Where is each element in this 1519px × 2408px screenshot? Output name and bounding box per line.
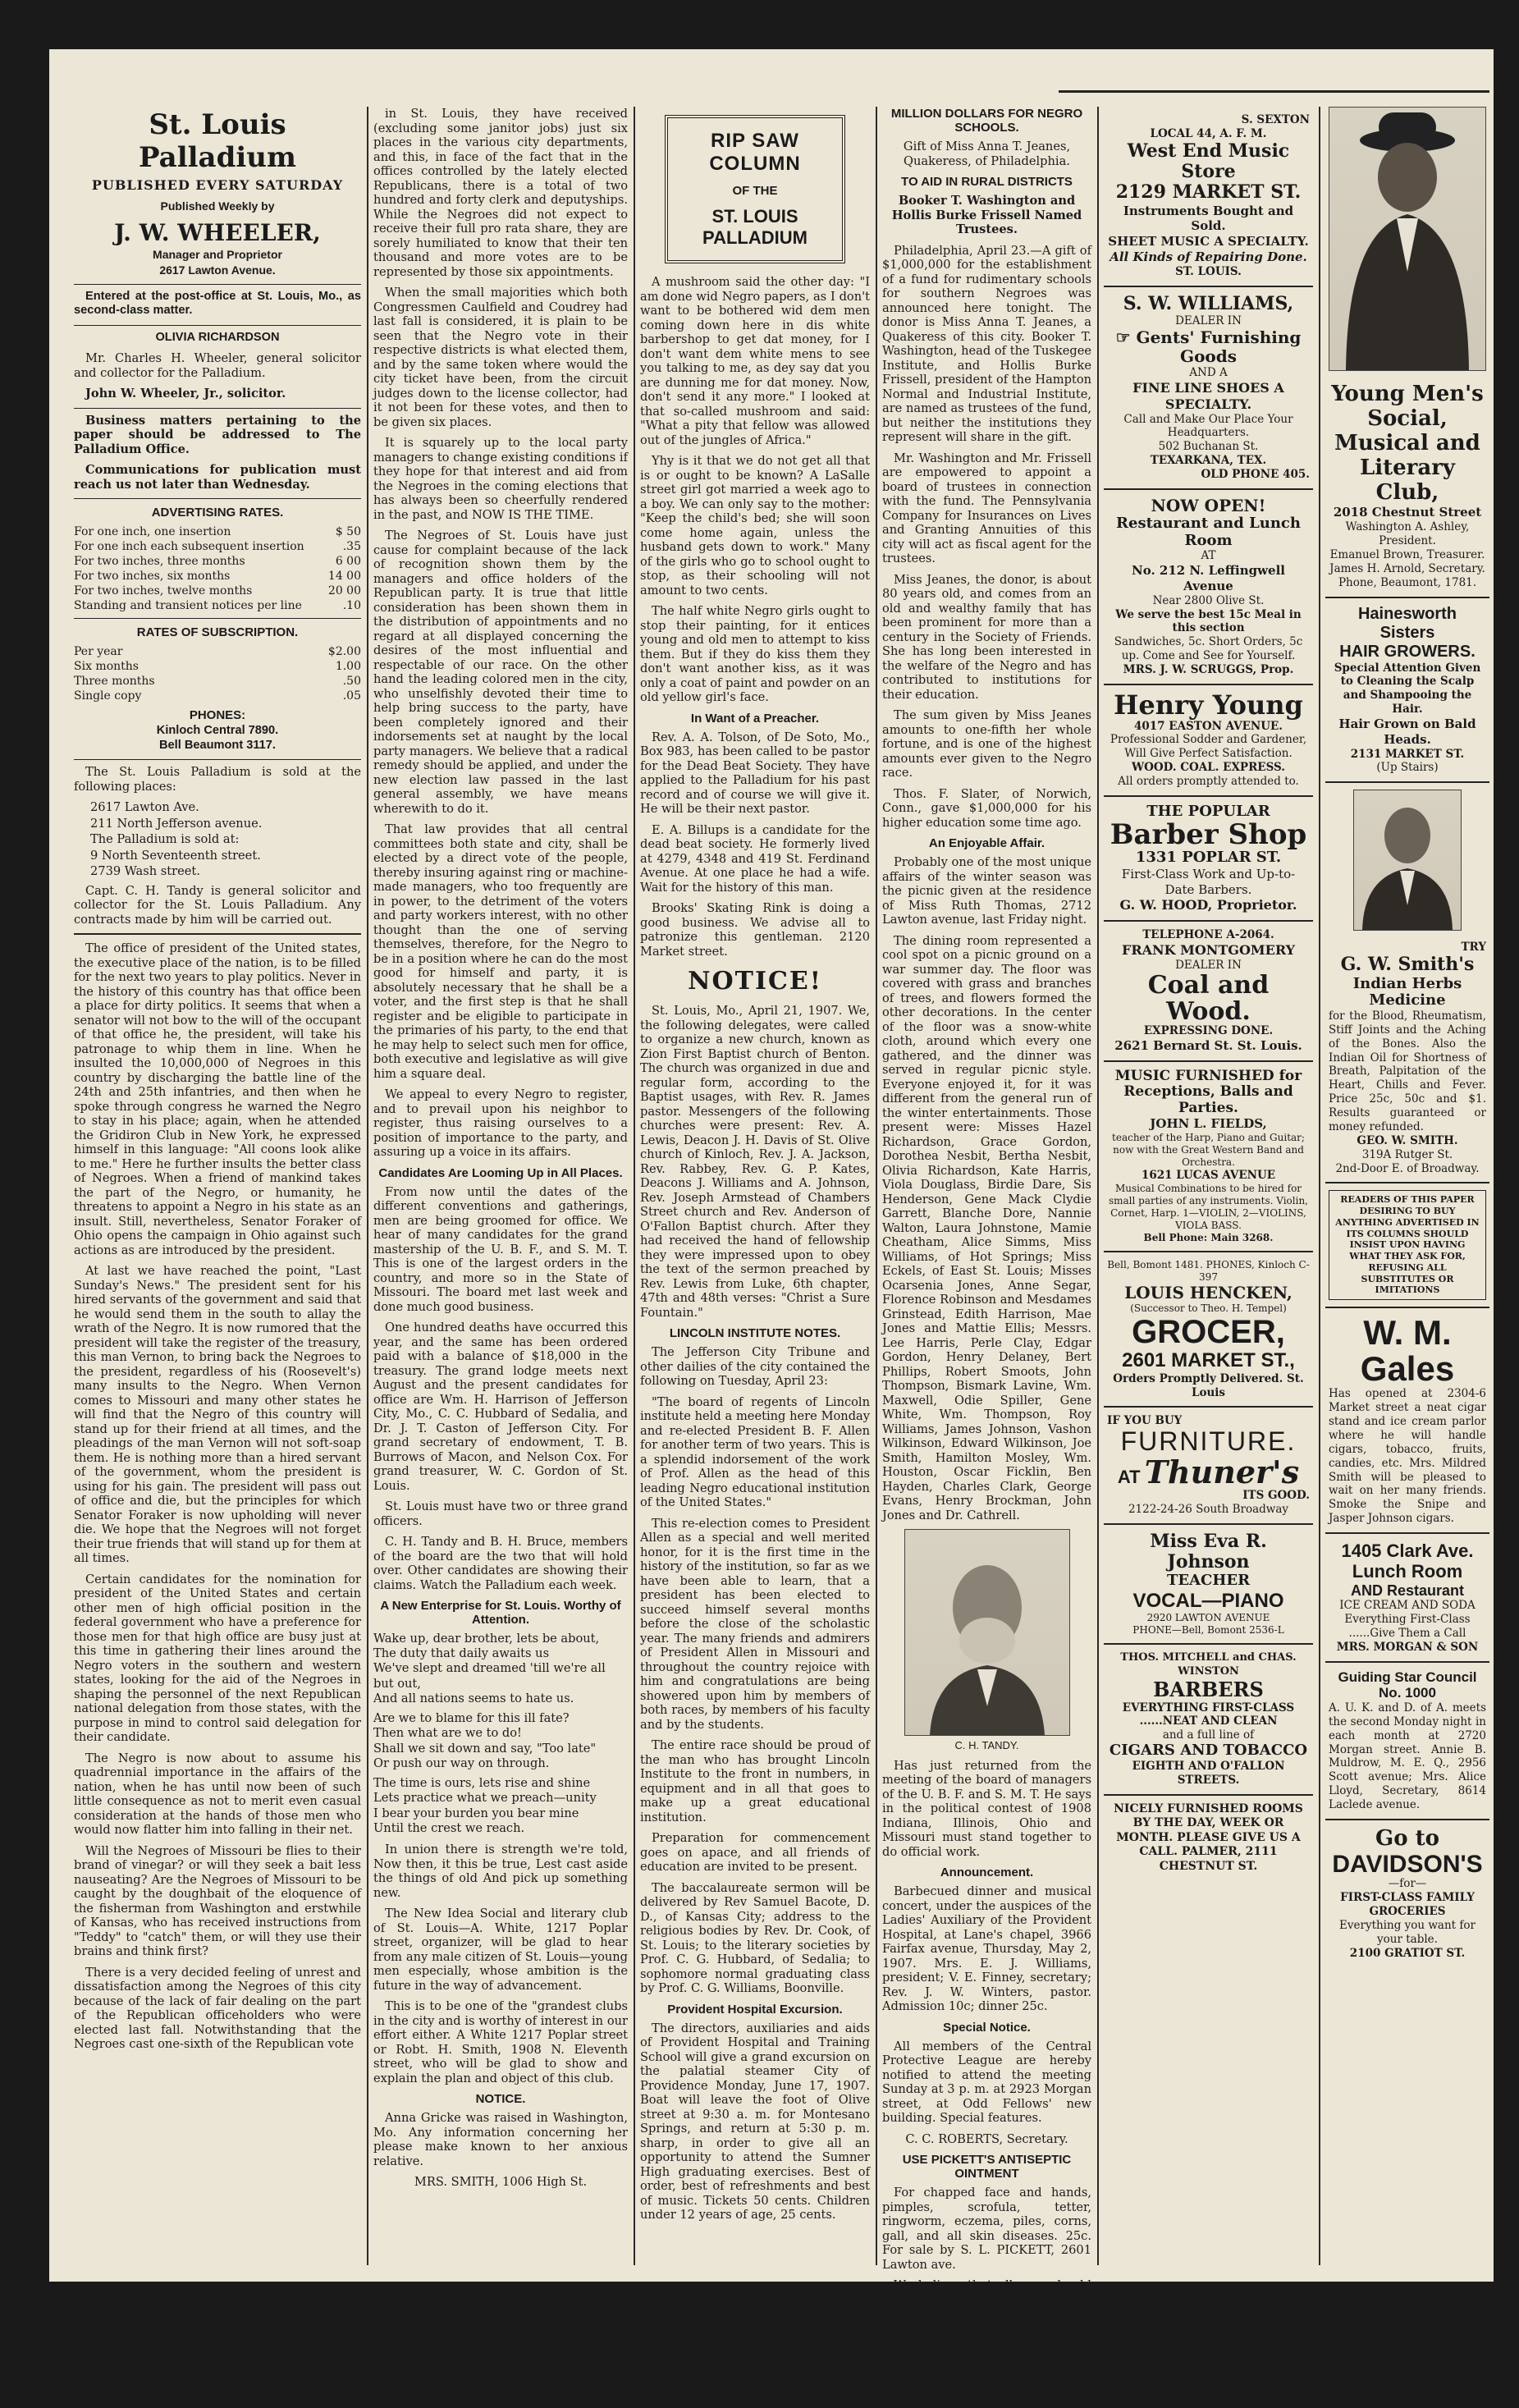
banner-line: OF THE (732, 184, 778, 198)
ad-text: GEO. W. SMITH. (1357, 1133, 1458, 1147)
article-paragraph: At last we have reached the point, "Last Sunday's News." The president sent for his hired servants of the government and said that he would send them in the south to allay the wrath of the Negro. It is now rumored that the president will take the register of the treasury, this man Vernon, to bring back the Negroes to the president, regardless of his (Roosevelt's) many insults to the Negro. When Vernon comes to Missouri and many other states he will find that the Negro of this country will stand up for their friend at all times, and the pleadings of the man Vernon will not soft-soap them. He is nothing more than a hired servant of the government, whom the president is using for his gain. The president will pass out of office and die, but the principles for which Senator Foraker is now upholding will never die. We hope that the Negroes will not forget their true friends that will stand up for them at all times. (74, 1264, 361, 1566)
article-paragraph: We appeal to every Negro to register, and to prevail upon his neighbor to register, thus raising ourselves to a position of importance to the party, and assuring up a voice in its affairs. (373, 1087, 628, 1159)
ad-text: CIGARS AND TOBACCO (1109, 1742, 1308, 1760)
column-rule (1097, 107, 1099, 2265)
divider (74, 408, 361, 409)
ad-text: (Up Stairs) (1376, 761, 1439, 775)
ad-text: Everything you want for your table. (1339, 1918, 1476, 1946)
table-row: For two inches, twelve months 20 00 (74, 584, 361, 598)
table-row: Standing and transient notices per line .10 (74, 599, 361, 613)
article-paragraph: A mushroom said the other day: "I am done wid Negro papers, as I don't want to be bothered wid dem men coming down here in dis white barbershop to get dat money, for I don't want dem white mens to see you talking to me, as dey say dat you are dunning me for dat money. Now, don't send it any more." I looked at that so-called mushroom and said: "What a pity that fellow was allowed out of the jungles of Africa." (640, 275, 870, 447)
article-paragraph: For chapped face and hands, pimples, scrofula, tetter, ringworm, eczema, piles, corns, gall, and all skin diseases. 25c. For sale by S. L. PICKETT, 2601 Lawton ave. (882, 2186, 1091, 2272)
headline: MILLION DOLLARS FOR NEGRO SCHOOLS. (890, 107, 1083, 135)
section-heading: A New Enterprise for St. Louis. Worthy of Attention. (380, 1599, 621, 1627)
ad-text: 2621 Bernard St. St. Louis. (1114, 1038, 1302, 1054)
ad-title: DAVIDSON'S (1332, 1850, 1483, 1878)
ad-title (1107, 328, 1310, 366)
ad-title: BARBERS (1153, 1677, 1264, 1701)
ad-text: 4017 EASTON AVENUE. (1134, 719, 1283, 733)
portrait-caption: C. H. TANDY. (954, 1739, 1019, 1751)
poem-line: Are we to blame for this ill fate? (373, 1711, 570, 1726)
ad-text: Sandwiches, 5c. Short Orders, 5c up. Come and See for Yourself. (1114, 635, 1303, 663)
communications-notice: Communications for publication must reach us not later than Wednesday. (74, 463, 361, 492)
article-paragraph: This is to be one of the "grandest clubs in the city and is worthy of interest in our effort either. A White 1217 Poplar street or Robt. H. Smith, 1908 N. Eleventh street, who will be glad to show and explain the plan and object of this club. (373, 1999, 628, 2085)
table-row: For one inch, one insertion $ 50 (74, 525, 361, 539)
article-paragraph: Certain candidates for the nomination for president of the United States and certain other men of high official position in the federal government who have a preference for those men for that high office are busy just at this time in gathering their lines around the Negro voters in the southern and western states, looking for the aid of the Negroes in shaping the personnel of the next Republican national delegation from those states, with the purpose in mind to control said delegation for their candidate. (74, 1572, 361, 1745)
section-heading: An Enjoyable Affair. (928, 836, 1045, 850)
ad-title: West End Music Store (1127, 140, 1290, 183)
divider (74, 498, 361, 499)
poem-line: Lets practice what we preach—unity (373, 1791, 597, 1806)
ad-text: No. 212 N. Leffingwell Avenue (1132, 563, 1285, 593)
ad-text: 2920 LAWTON AVENUE (1146, 1612, 1270, 1624)
ad-text: ......NEAT AND CLEAN (1139, 1714, 1278, 1728)
ad-title: Indian Herbs Medicine (1352, 974, 1462, 1009)
ad-furniture (1104, 1408, 1313, 1524)
hand-icon: ☞ (1115, 327, 1131, 347)
table-row: For one inch each subsequent insertion .35 (74, 540, 361, 554)
column-3 (640, 107, 870, 2265)
article-paragraph: The New Idea Social and literary club of St. Louis—A. White, 1217 Poplar street, organizer, will be glad to hear from any male citizen of St. Louis—young men especially, whose ambition is the future in the way of advancement. (373, 1907, 628, 1993)
ad-text: 2129 MARKET ST. (1115, 181, 1302, 204)
ad-text: Call and Make Our Place Your Headquarters. (1123, 412, 1293, 440)
ad-text: TEACHER (1166, 1572, 1251, 1590)
ad-store-line (1107, 1453, 1310, 1490)
sold-at-intro: The St. Louis Palladium is sold at the following places: (74, 765, 361, 794)
ad-williams (1104, 287, 1313, 490)
ad-text: 2nd-Door E. of Broadway. (1335, 1161, 1480, 1175)
ad-text: TELEPHONE A-2064. (1142, 928, 1274, 942)
ad-text: DEALER IN (1175, 959, 1242, 973)
poem-line: Shall we sit down and say, "Too late" (373, 1741, 597, 1756)
ad-title: Barber Shop (1110, 817, 1307, 851)
ad-text: THE POPULAR (1146, 802, 1270, 820)
table-row: Per year $2.00 (74, 645, 361, 659)
ad-henry-young (1104, 685, 1313, 797)
article-paragraph: One hundred deaths have occurred this year, and the same has been ordered paid with a balance of $18,000 in the treasury. The grand lodge meets next August and the present candidates for office are Wm. H. Harrison of Jefferson City, Mo., C. C. Hubbard of Sedalia, and Dr. J. T. Caston of Jefferson City. For grand secretary of endowment, T. B. Burrows of Macon, and Nelson Cox. For grand treasurer, W. C. Gordon of St. Louis. (373, 1321, 628, 1493)
sold-at-place: 9 North Seventeenth street. (90, 848, 261, 863)
divider (74, 933, 361, 935)
ad-hair-growers (1325, 598, 1489, 784)
table-row: Six months 1.00 (74, 660, 361, 674)
ad-text: Special Attention Given to Cleaning the Scalp and Shampooing the Hair. (1334, 661, 1481, 716)
ad-text: READERS OF THIS PAPER DESIRING TO BUY ANYTHING ADVERTISED IN ITS COLUMNS SHOULD INSIST UPON HAVING WHAT THEY ASK FOR, REFUSING ALL SUBSTITUTES OR IMITATIONS (1329, 1190, 1486, 1300)
ad-text: First-Class Work and Up-to-Date Barbers. (1121, 866, 1296, 897)
ad-gales (1325, 1308, 1489, 1534)
ad-grocer (1104, 1252, 1313, 1408)
entered-notice: Entered at the post-office at St. Louis, Mo., as second-class matter. (74, 289, 361, 318)
article-paragraph: The office of president of the United states, the executive place of the nation, is to be filled for the next two years to play politics. Never in the history of this country has that office been a place for dirty politics. It seems that when a senator will not bow to the will of the occupant of that office he, the president, will take his patronage to whip them in line. When he insulted the 10,000,000 of Negroes in this country by discharging the battle line of the 24th and 25th infantries, and then when he spoke through congress he warned the Negro to stay in his place; again, when he attended the Gridiron Club in New York, he expressed himself in this language: "All coons look alike to me." Here he further insults the better class of Negroes. When a friend of mankind takes the part of the Negro, or humanity, he threatens to appoint a Negro in his state as an insult. Still, nevertheless, Senator Foraker of Ohio opens the campaign in Ohio against such actions as are introduced by the president. (74, 941, 361, 1257)
phone-kinloch: Kinloch Central 7890. (156, 724, 279, 738)
ad-barber-shop (1104, 797, 1313, 922)
sold-at-place: 2739 Wash street. (90, 864, 200, 879)
ad-title: 1405 Clark Ave. (1341, 1540, 1474, 1562)
ad-title: W. M. Gales (1360, 1313, 1455, 1389)
tandy-notice: Capt. C. H. Tandy is general solicitor and collector for the St. Louis Palladium. Any contracts made by him will be carried out. (74, 883, 361, 927)
portrait-icon (905, 1530, 1069, 1735)
article-paragraph: Philadelphia, April 23.—A gift of $1,000,000 for the establishment of a fund for rudimentary schools for southern Negroes was announced here tonight. The donor is Miss Anna T. Jeanes, a Quakeress of this city. Booker T. Washington, head of the Tuskegee Institute, and Hollis Burke Frissell, president of the Hampton Normal and Industrial Institute, are named as trustees of the fund, but neither the institutions they represent will share in the gift. (882, 243, 1092, 444)
ad-title: MUSIC FURNISHED for Receptions, Balls and Parties. (1114, 1067, 1302, 1116)
ad-title: NOW OPEN! (1151, 495, 1266, 515)
ad-text: AT (1117, 1466, 1141, 1487)
section-heading: Announcement. (940, 1866, 1034, 1880)
ad-text: Gents' Furnishing Goods (1136, 327, 1302, 366)
column-6-ads (1325, 107, 1489, 2265)
ad-text: OLD PHONE 405. (1201, 468, 1310, 482)
ad-text: A. U. K. and D. of A. meets the second Monday night in each month at 2720 Morgan street. Annie B. Muldrow, M. E. Q., 2956 Scott avenue; Mrs. Alice Lloyd, Secretary, 8614 Laclede avenue. (1329, 1701, 1486, 1812)
ad-title: AND Restaurant (1350, 1582, 1465, 1599)
ad-text: FRANK MONTGOMERY (1121, 942, 1296, 959)
ad-text: 502 Buchanan St. (1158, 440, 1259, 454)
ad-text: MRS. MORGAN & SON (1336, 1640, 1479, 1654)
sold-at-place: 2617 Lawton Ave. (90, 800, 199, 815)
ad-text: PHONE—Bell, Bomont 2536-L (1132, 1624, 1284, 1637)
ad-text: 1331 POPLAR ST. (1135, 849, 1282, 867)
sold-at-place: The Palladium is sold at: (90, 832, 240, 847)
section-heading: Candidates Are Looming Up in All Places. (378, 1165, 623, 1180)
article-paragraph: E. A. Billups is a candidate for the dead beat society. He formerly lived at 4279, 4348 and 419 St. Ferdinand Avenue. At one place he had a wife. Wait for the history of this man. (640, 822, 870, 895)
notice-heading: NOTICE! (688, 967, 822, 996)
ad-text: LOCAL 44, A. F. M. (1150, 126, 1267, 140)
article-paragraph: Preparation for commencement goes on apace, and all friends of education are invited to be present. (640, 1831, 870, 1874)
rip-saw-banner (665, 115, 845, 263)
ad-text: Hair Grown on Bald Heads. (1338, 716, 1476, 747)
ad-restaurant (1104, 490, 1313, 685)
article-paragraph: The Negroes of St. Louis have just cause for complaint because of the lack of recognition shown them by the managers and office holders of the Republican party. It is true that little consideration has been shown them in the distribution of appointments and no regard at all displayed concerning the desires of the most influential and respectable of our race. On the other hand the leading colored men in the city, who unselfishly devoted their time to help bring success to the party, have been completely ignored and their indorsements set at naught by the local party managers. We believe that a radical remedy should be applied, and under the new election law passed in the last general assembly, we have means wherewith to do it. (373, 529, 628, 816)
ad-text: 2601 MARKET ST., (1122, 1349, 1295, 1372)
ad-text: FIRST-CLASS FAMILY GROCERIES (1340, 1891, 1475, 1919)
table-row: For two inches, six months 14 00 (74, 570, 361, 584)
article-paragraph: Thos. F. Slater, of Norwich, Conn., gave $1,000,000 for his higher education some time ago. (882, 786, 1091, 830)
newspaper-page (49, 49, 1494, 2408)
column-rule (876, 107, 877, 2265)
ad-text: Bell Phone: Main 3268. (1143, 1232, 1274, 1244)
banner-line: RIP SAW COLUMN (709, 130, 801, 175)
ad-text: Professional Sodder and Gardener, Will Give Perfect Satisfaction. (1110, 733, 1307, 761)
article-paragraph: St. Louis, Mo., April 21, 1907. We, the following delegates, were called to organize a new church, known as Zion First Baptist church of Benton. The church was organized in due and regular form, according to the Baptist usages, with Rev. R. James pastor. Messengers of the following churches were present: Rev. A. Lewis, Deacon J. H. Davis of St. Olive church of Kinloch, Rev. J. A. Jackson, Rev. Rabbey, Rev. G. P. Kates, Deacons J. Williams and A. Johnson, Rev. Joseph Armstead of Chambers Street church and Rev. Anderson of O'Fallon Baptist church. After they had received the hand of fellowship they were impressed upon to obey the text of the sermon preached by Rev. Lewis from Luke, 6th chapter, 47th and 48th verses: "Christ a Sure Fountain." (640, 1004, 870, 1320)
ad-text: JOHN L. FIELDS, (1150, 1116, 1267, 1132)
ad-title: Thuner's (1144, 1453, 1300, 1490)
ad-title: Henry Young (1114, 689, 1303, 721)
manager-line: Manager and Proprietor (153, 247, 282, 261)
ad-text: ST. LOUIS. (1175, 264, 1242, 278)
ad-text: Musical Combinations to be hired for small parties of any instruments. Violin, Cornet, Harp. 1—VIOLIN, 2—VIOLINS, VIOLA BASS. (1108, 1183, 1308, 1232)
staff-line: John W. Wheeler, Jr., solicitor. (85, 387, 286, 401)
table-row: Three months .50 (74, 675, 361, 689)
phones-heading: PHONES: (189, 708, 246, 723)
ad-text: TRY (1461, 941, 1486, 955)
section-heading: Special Notice. (943, 2020, 1031, 2035)
column-rule (1319, 107, 1320, 2265)
article-paragraph: The baccalaureate sermon will be delivered by Rev Samuel Bacote, D. D., of Kansas City; address to the religious bodies by Rev. Dr. Cook, of St. Louis; to the literary societies by Prof. C. G. Hubbard, of Sedalia; to sophomore normal graduating class by Prof. C. G. Williams, Boonville. (640, 1880, 870, 1995)
article-paragraph: We believe that all men should travel on their own merits and not attempt to steal the good name of another. The only Sam "The Tailor" is at 204 N. 14th street. Has no branch stores. Any one that has you such a sign, is a counterfeit of the deepest dye. Look out for these fakers. (882, 2278, 1091, 2408)
ad-title: No. 1000 (1379, 1685, 1436, 1701)
ad-text: AND A (1189, 365, 1228, 379)
section-heading: In Want of a Preacher. (690, 711, 820, 726)
advertising-heading: ADVERTISING RATES. (151, 506, 284, 520)
ad-title: FURNITURE. (1120, 1426, 1297, 1457)
subheadline: Booker T. Washington and Hollis Burke Frissell Named Trustees. (891, 194, 1082, 236)
article-paragraph: All members of the Central Protective League are hereby notified to attend the meeting Sunday at 3 p. m. at 2923 Morgan street, at Odd Fellows' new building. Special features. (882, 2039, 1091, 2126)
article-paragraph: The Negro is now about to assume his quadrennial importance in the affairs of the nation, when he has until now been of such little consequence as not to merit even casual consideration at the hands of those men who would now flatter him into falling in their net. (74, 1751, 361, 1838)
article-paragraph: St. Louis must have two or three grand officers. (373, 1499, 628, 1528)
ad-text: Washington A. Ashley, President. (1345, 520, 1470, 548)
section-heading: USE PICKETT'S ANTISEPTIC OINTMENT (902, 2153, 1072, 2181)
article-paragraph: That law provides that all central committees both state and city, shall be elected by a direct vote of the people, thereby insuring against ring or machine-made managers, who too frequently are in power, to the detriment of the voters and party workers interest, with no other thought than the one of serving themselves, therefore, for the Negro to be in a position where he can do the most good for himself and party, it is absolutely necessary that he shall be a voter, and the first step is that he shall register and be eligible to participate in the primaries of his party, to the end that he may help to select such men for office, both executive and legislative as will give him a square deal. (373, 822, 628, 1081)
poem-line: The time is ours, lets rise and shine (373, 1776, 591, 1791)
article-paragraph: The directors, auxiliaries and aids of Provident Hospital and Training School will give a grand excursion on the palatial steamer City of Providence Monday, June 17, 1907. Boat will leave the foot of Olive street at 9:30 a. m. for Montesano Springs, and return at 5:30 p. m. sharp, in order to give all an opportunity to attend the Sumner High graduating exercises. Best of order, best of refreshments and best of music. Tickets 50 cents. Children under 12 years of age, 25 cents. (640, 2021, 870, 2222)
poem-line: I bear your burden you bear mine (373, 1806, 579, 1820)
table-row: For two inches, three months 6 00 (74, 555, 361, 569)
poem-line: And all nations seems to hate us. (373, 1691, 574, 1705)
article-paragraph: Will the Negroes of Missouri be flies to their brand of vinegar? or will they seek a bait less nauseating? Are the Negroes of Missouri to be caught by the doughbait of the eloquence of the fisherman from Washington and erstwhile of Kansas, who has received instructions from "Teddy" to "catch" them, or will they use their brains and think first? (74, 1843, 361, 1959)
ad-lunch-room (1325, 1534, 1489, 1663)
article-paragraph: Miss Jeanes, the donor, is about 80 years old, and comes from an old and wealthy family that has been prominent for more than a century in the Society of Friends. She has long been interested in the welfare of the Negro and has contributed to institutions for their education. (882, 572, 1091, 702)
portrait-icon (1329, 108, 1485, 370)
signature: MRS. SMITH, 1006 High St. (414, 2175, 588, 2190)
ad-text: (Successor to Theo. H. Tempel) (1130, 1302, 1287, 1315)
ad-text: LOUIS HENCKEN, (1124, 1283, 1293, 1303)
column-5-ads (1104, 107, 1313, 2265)
section-heading: Provident Hospital Excursion. (667, 2002, 843, 2017)
article-paragraph: This re-election comes to President Allen as a special and well merited honor, for it is the first time in the history of the institution, so far as we have been able to learn, that a president has been elected to succeed himself several months before the close of the scholastic year. The many friends and admirers of President Allen in Missouri and throughout the country rejoice with him and congratulations are being showered upon him by members of both races, by members of his faculty and by the students. (640, 1516, 870, 1732)
ad-text: TEXARKANA, TEX. (1150, 454, 1267, 468)
top-rule (1059, 90, 1489, 93)
ad-title: HAIR GROWERS. (1339, 642, 1476, 661)
ad-text: Near 2800 Olive St. (1152, 593, 1265, 607)
ad-eva-johnson (1104, 1525, 1313, 1646)
article-paragraph: in St. Louis, they have received (excluding some janitor jobs) just six places in the various city departments, and this, in face of the fact that in the offices controlled by the lately elected Republicans, there is a total of two hundred and forty clerk and deputyships. While the Negroes did not expect to receive their full pro rata share, they are sorely humiliated to know that their ten thousand and more votes are to be represented by those six appointments. (373, 107, 628, 279)
ad-text: AT (1201, 549, 1216, 563)
ad-text: EXPRESSING DONE. (1143, 1024, 1274, 1038)
poem-line: Or push our way on through. (373, 1756, 550, 1770)
article-paragraph: C. H. Tandy and B. H. Bruce, members of the board are the two that will hold over. Other candidates are showing their claims. Watch the Palladium each week. (373, 1535, 628, 1592)
column-2 (373, 107, 628, 2265)
ad-title: VOCAL—PIANO (1132, 1589, 1284, 1612)
ad-young-mens-club (1325, 376, 1489, 598)
section-heading: LINCOLN INSTITUTE NOTES. (669, 1326, 841, 1340)
ad-davidsons (1325, 1820, 1489, 1967)
phone-bell: Bell Beaumont 3117. (159, 738, 276, 752)
portrait-icon (1354, 790, 1461, 930)
ad-title: Coal and Wood. (1147, 971, 1270, 1026)
masthead-address: 2617 Lawton Avenue. (159, 263, 276, 277)
ad-text: ICE CREAM AND SODA (1339, 1599, 1476, 1613)
ad-text: Everything First-Class (1344, 1613, 1471, 1627)
ad-text: James H. Arnold, Secretary. (1329, 561, 1485, 575)
smith-portrait (1353, 790, 1462, 931)
section-heading: NOTICE. (475, 2092, 526, 2107)
divider (74, 759, 361, 760)
poem (373, 1632, 628, 1836)
headline: TO AID IN RURAL DISTRICTS (901, 175, 1073, 189)
article-paragraph: The sum given by Miss Jeanes amounts to one-fifth her whole fortune, and is one of the highest amounts ever given to the Negro race. (882, 708, 1091, 780)
subscription-heading: RATES OF SUBSCRIPTION. (136, 625, 299, 640)
article-paragraph: There is a very decided feeling of unrest and dissatisfaction among the Negroes of this city because of the lack of fair dealing on the part of the Republican officeholders who were elected last fall. Notwithstanding that the Negroes cast one-sixth of the Republican vote (74, 1965, 361, 2052)
divider (74, 284, 361, 285)
banner-line: ST. LOUIS PALLADIUM (702, 206, 808, 248)
advertising-table (74, 524, 361, 613)
business-notice: Business matters pertaining to the paper should be addressed to The Palladium Office. (74, 413, 361, 456)
article-paragraph: "The board of regents of Lincoln institute held a meeting here Monday and re-elected President B. F. Allen for another term of two years. This is a splendid indorsement of the work of Prof. Allen as the head of this leading Negro educational institution of the United States." (640, 1394, 870, 1509)
ad-text: 2100 GRATIOT ST. (1349, 1946, 1466, 1960)
divider (74, 618, 361, 619)
article-paragraph: Brooks' Skating Rink is doing a good business. We advise all to patronize this gentleman. 2120 Market street. (640, 901, 870, 959)
tandy-portrait (904, 1529, 1070, 1736)
article-paragraph: The Jefferson City Tribune and other dailies of the city contained the following on Tuesday, April 23: (640, 1345, 870, 1388)
article-paragraph: Barbecued dinner and musical concert, under the auspices of the Ladies' Auxiliary of the Provident Hospital, at Lane's chapel, 3966 Fairfax avenue, Thursday, May 2, 1907. Mrs. E. J. Williams, president; V. E. Finney, secretary; Rev. J. W. Winters, pastor. Admission 10c; dinner 25c. (882, 1884, 1091, 2014)
ad-text: NICELY FURNISHED ROOMS BY THE DAY, WEEK OR MONTH. PLEASE GIVE US A CALL. PALMER, 2111 CHESTNUT ST. (1114, 1801, 1303, 1873)
column-rule (367, 107, 368, 2265)
ad-text: FINE LINE SHOES A SPECIALTY. (1132, 379, 1284, 412)
ad-title: G. W. Smith's (1340, 954, 1475, 976)
ad-text: 2131 MARKET ST. (1350, 747, 1465, 761)
published-by: Published Weekly by (160, 199, 275, 213)
article-paragraph: Anna Gricke was raised in Washington, Mo. Any information concerning her please make known to her anxious relative. (373, 2111, 628, 2168)
poem-line: Then what are we to do! (373, 1726, 522, 1741)
staff-name: OLIVIA RICHARDSON (155, 330, 280, 344)
article-paragraph: In union there is strength we're told, Now then, it this be true, Lest cast aside the things of old And pick up something new. (373, 1843, 628, 1900)
ad-text: We serve the best 15c Meal in this section (1115, 607, 1302, 635)
ad-title: Restaurant and Lunch Room (1116, 514, 1301, 549)
ad-text: All Kinds of Repairing Done. (1110, 249, 1307, 264)
ad-text: THOS. MITCHELL and CHAS. WINSTON (1120, 1651, 1297, 1678)
ad-text: IF YOU BUY (1107, 1414, 1183, 1428)
masthead-published: PUBLISHED EVERY SATURDAY (91, 177, 344, 193)
poem-line: Wake up, dear brother, lets be about, (373, 1632, 600, 1646)
subheadline: Gift of Miss Anna T. Jeanes, Quakeress, of Philadelphia. (903, 140, 1071, 168)
article-paragraph: Probably one of the most unique affairs of the winter season was the picnic given at the residence of Miss Ruth Thomas, 2712 Lawton avenue, last Friday night. (882, 855, 1091, 927)
ad-text: MRS. J. W. SCRUGGS, Prop. (1123, 663, 1294, 677)
ad-text: 2122-24-26 South Broadway (1128, 1502, 1289, 1516)
ad-text: Emanuel Brown, Treasurer. (1329, 547, 1485, 561)
divider (74, 325, 361, 326)
masthead-title: St. Louis Palladium (139, 108, 296, 174)
article-paragraph: When the small majorities which both Congressmen Caulfield and Coudrey had last fall is considered, it is plain to be seen that the Negro vote in their respective districts is what elected them, and by the same token where would the city ticket have been, from the circuit judges down to the license collector, had it not been for these votes, and then to be given six places. (373, 286, 628, 429)
ad-text: DEALER IN (1175, 314, 1242, 327)
ad-title: Guiding Star Council (1338, 1669, 1477, 1685)
ad-title: S. W. WILLIAMS, (1123, 292, 1294, 314)
article-paragraph: The dining room represented a cool spot on a picnic ground on a war summer day. The floor was covered with grass and branches of trees, and flowers formed the other decorations. In the center of the floor was a snow-white cloth, around which every one gathered, and the dinner was served in regular picnic style. Everyone enjoyed it, for it was different from the general run of the winter entertainments. Those present were: Misses Hazel Richardson, Grace Gordon, Dorothea Nesbit, Bertha Nesbit, Olivia Richardson, Kate Harris, Viola Douglass, Birdie Dare, Sis Henderson, Gene Mack Clydie Garrett, Blanche Dore, Nannie Walton, Laura Johnstone, Mamie Cheatham, Alice Simms, Miss Williams, of Hot Springs; Miss Eckels, of East St. Louis; Misses Ocarsenia Jones, Anne Segar, Florence Robinson and Mesdames Grinstead, Edith Harrison, Mae Jones and Mattie Ellis; Messrs. Lee Harris, Perle Clay, Edgar Gordon, Henry Delaney, Bert Phillips, Robert Smoots, John Thompson, Bismark Lavine, Wm. Maxwell, Odie Spiller, Gene White, Wm. Thompson, Roy Williams, James Johnson, Vashon Wilkinson, Edward Wilkinson, Joe Smith, Hamilton Mosley, Wm. Houston, Oscar Ficklin, Ben Hayden, Charles Clark, George Evans, Henry Brockman, John Jones and Dr. Cathrell. (882, 933, 1091, 1522)
ad-text: ITS GOOD. (1242, 1488, 1310, 1502)
poem-line: We've slept and dreamed 'till we're all but out, (373, 1661, 606, 1691)
ad-text: Go to (1375, 1825, 1439, 1851)
ad-music-store (1104, 107, 1313, 287)
article-paragraph: It is squarely up to the local party managers to change existing conditions if they hope for that interest and aid from the Negroes in the coming elections that has always been so cheerfully rendered in the past, and NOW IS THE TIME. (373, 436, 628, 522)
ad-text: SHEET MUSIC A SPECIALTY. (1108, 234, 1309, 249)
ad-text: EVERYTHING FIRST-CLASS (1122, 1701, 1295, 1714)
table-row: Single copy .05 (74, 689, 361, 703)
article-paragraph: Has just returned from the meeting of the board of managers of the U. B. F. and S. M. T. He says in the political contest of 1908 Indiana, Illinois, Ohio and Missouri must stand together to do official work. (882, 1758, 1091, 1859)
ad-text: 1621 LUCAS AVENUE (1141, 1169, 1276, 1183)
ad-coal-wood (1104, 922, 1313, 1061)
ad-title: GROCER, (1132, 1314, 1285, 1351)
staff-line: Mr. Charles H. Wheeler, general solicitor and collector for the Palladium. (74, 351, 361, 380)
article-paragraph: Yhy is it that we do not get all that is or ought to be known? A LaSalle street girl got married a week ago to a boy. We can only say to the mother: "Keep the child's bed; she will soon come home again, unless the husband gets down to work." Many of the girls who go to school ought to stop, as their schooling will not amount to two cents. (640, 454, 870, 597)
ad-text: Has opened at 2304-6 Market street a neat cigar stand and ice cream parlor where he will handle cigars, tobacco, fruits, candies, etc. Mrs. Mildred Smith will be pleased to wait on her many friends. Smoke the Snipe and Jasper Johnson cigars. (1329, 1387, 1486, 1526)
ad-title: Miss Eva R. Johnson (1150, 1530, 1267, 1573)
column-1 (74, 107, 361, 2265)
ad-indian-herbs (1325, 934, 1489, 1183)
ad-text: —for— (1388, 1877, 1427, 1891)
ad-text: G. W. HOOD, Proprietor. (1119, 897, 1297, 913)
ad-guiding-star (1325, 1663, 1489, 1820)
ad-readers-notice (1325, 1183, 1489, 1308)
ad-music-fields (1104, 1062, 1313, 1252)
poem-line: Until the crest we reach. (373, 1820, 525, 1835)
subscription-table (74, 644, 361, 703)
ad-text: EIGHTH AND O'FALLON STREETS. (1132, 1759, 1285, 1787)
ad-text: Phone, Beaumont, 1781. (1338, 575, 1477, 589)
ad-text: ......Give Them a Call (1348, 1627, 1466, 1641)
ashley-portrait (1329, 107, 1486, 371)
ad-title: Young Men's Social, Musical and Literary Club, (1331, 382, 1484, 505)
ad-text: 2018 Chestnut Street (1333, 505, 1482, 520)
ad-text: teacher of the Harp, Piano and Guitar; now with the Great Western Band and Orchestra. (1112, 1132, 1305, 1169)
ad-text: for the Blood, Rheumatism, Stiff Joints and the Aching of the Bones. Also the Indian Oil for Shortness of Breath, Palpitation of the Heart, Chills and Fever. Price 25c, 50c and $1. Results guaranteed or money refunded. (1329, 1009, 1486, 1133)
ad-text: S. SEXTON (1241, 113, 1310, 126)
ad-text: All orders promptly attended to. (1118, 775, 1299, 789)
article-paragraph: The entire race should be proud of the man who has brought Lincoln Institute to the front in numbers, in equipment and in all that goes to make up a great educational institution. (640, 1738, 870, 1824)
ad-text: Orders Promptly Delivered. St. Louis (1113, 1371, 1304, 1399)
article-paragraph: The half white Negro girls ought to stop their painting, for it entices young and old men to attempt to kiss them. But if they do kiss them they don't want another kiss, as it was only a coat of paint and powder on an old yellow girl's face. (640, 604, 870, 704)
ad-text: 319A Rutger St. (1361, 1147, 1453, 1161)
column-rule (634, 107, 635, 2265)
sold-at-place: 211 North Jefferson avenue. (90, 816, 263, 831)
article-paragraph: From now until the dates of the different conventions and gatherings, men are being groomed for office. We hear of many candidates for the grand mastership of the U. B. F., and S. M. T. This is one of the largest orders in the country, and more so in the State of Missouri. The board met last week and done much good business. (373, 1184, 628, 1314)
article-paragraph: Rev. A. A. Tolson, of De Soto, Mo., Box 983, has been called to be pastor for the Dead Beat Society. They have applied to the Palladium for his past record and of course we will give it. He will be their next pastor. (640, 730, 870, 816)
poem-line: The duty that daily awaits us (373, 1646, 550, 1661)
ad-rooms (1104, 1796, 1313, 1881)
ad-title: Lunch Room (1352, 1561, 1463, 1582)
ad-title: Hainesworth Sisters (1357, 604, 1457, 642)
publisher-name: J. W. WHEELER, (114, 218, 321, 246)
signature: C. C. ROBERTS, Secretary. (905, 2131, 1068, 2146)
ad-barbers (1104, 1645, 1313, 1795)
column-4 (882, 107, 1092, 2408)
ad-text: WOOD. COAL. EXPRESS. (1131, 761, 1286, 775)
ad-text: Bell, Bomont 1481. PHONES, Kinloch C-397 (1107, 1259, 1310, 1284)
article-paragraph: Mr. Washington and Mr. Frissell are empowered to appoint a board of trustees in connection with the fund. The Pennsylvania Company for Insurances on Lives and Granting Annuities of this city will act as fiscal agent for the trustees. (882, 451, 1091, 565)
ad-text: Instruments Bought and Sold. (1123, 203, 1294, 234)
ad-text: and a full line of (1162, 1728, 1255, 1742)
